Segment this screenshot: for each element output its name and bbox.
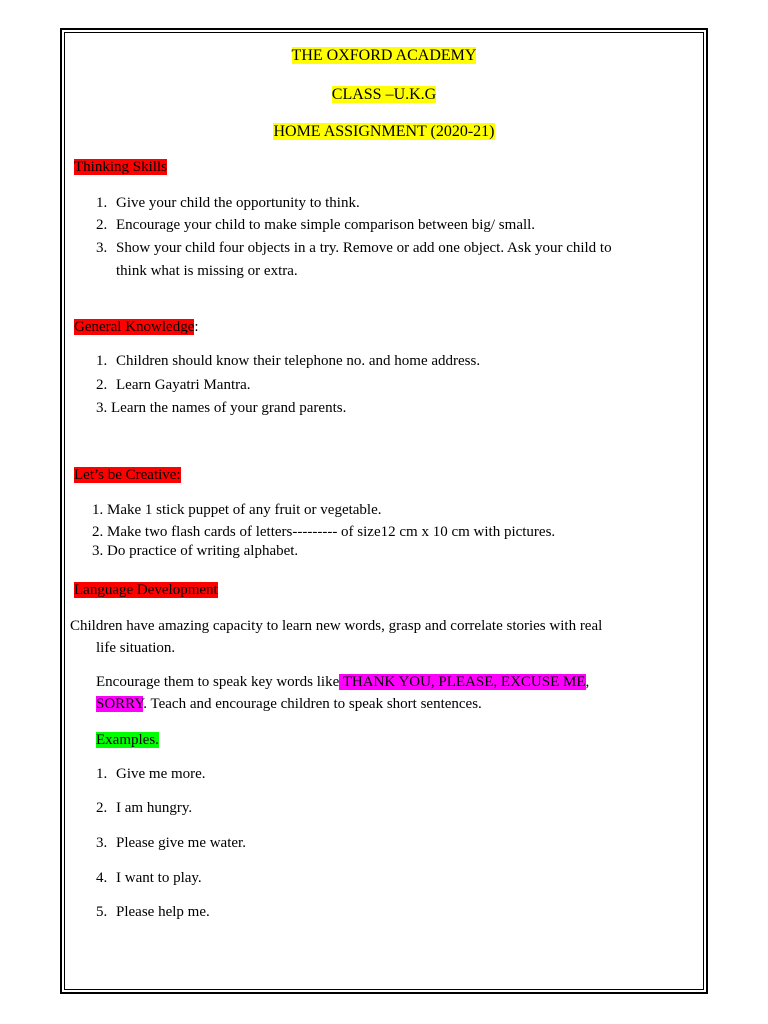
gk-heading-line: General Knowledge: (74, 319, 199, 335)
list-item: 1. Give me more. (96, 766, 206, 782)
list-item: 3. Please give me water. (96, 835, 246, 851)
list-item: 3. Show your child four objects in a try. Remove or add one object. Ask your child to (96, 240, 612, 256)
assignment-title-line (0, 122, 768, 141)
list-item: 2. Learn Gayatri Mantra. (96, 377, 251, 393)
creative-heading: Let’s be Creative: (74, 467, 181, 483)
school-title: THE OXFORD ACADEMY (291, 47, 477, 64)
gk-heading: General Knowledge (74, 319, 195, 335)
language-heading: Language Development (74, 582, 218, 598)
list-item: 2. Encourage your child to make simple comparison between big/ small. (96, 217, 536, 233)
list-item: 2. Make two flash cards of letters--------- of size12 cm x 10 cm with pictures. (92, 524, 556, 540)
keywords-highlight: THANK YOU, PLEASE, EXCUSE ME (339, 674, 586, 690)
school-title-line (0, 46, 768, 65)
thinking-heading-line (74, 158, 167, 177)
creative-heading-line (74, 466, 181, 485)
list-item: 1. Give your child the opportunity to think. (96, 195, 360, 211)
thinking-heading: Thinking Skills (74, 159, 167, 175)
language-heading-line (74, 581, 218, 600)
list-item: 3. Do practice of writing alphabet. (92, 543, 299, 559)
list-item-continued: think what is missing or extra. (116, 263, 298, 279)
language-paragraph-line-1: Children have amazing capacity to learn new words, grasp and correlate stories with real (70, 618, 603, 634)
language-paragraph-line-2: life situation. (96, 640, 176, 656)
class-title: CLASS –U.K.G (331, 86, 437, 103)
list-item: 1. Make 1 stick puppet of any fruit or vegetable. (92, 502, 382, 518)
list-item: 4. I want to play. (96, 870, 202, 886)
class-title-line (0, 85, 768, 104)
list-item: 5. Please help me. (96, 904, 210, 920)
assignment-title: HOME ASSIGNMENT (2020-21) (273, 123, 495, 140)
examples-heading-line (96, 731, 159, 750)
list-item: 3. Learn the names of your grand parents. (96, 400, 347, 416)
keywords-line-2: SORRY. Teach and encourage children to speak short sentences. (96, 696, 482, 712)
list-item: 2. I am hungry. (96, 800, 193, 816)
list-item: 1. Children should know their telephone no. and home address. (96, 353, 481, 369)
keywords-line-1: Encourage them to speak key words like THANK YOU, PLEASE, EXCUSE ME, (96, 674, 590, 690)
keyword-sorry: SORRY (96, 696, 144, 712)
examples-heading: Examples. (96, 732, 159, 748)
